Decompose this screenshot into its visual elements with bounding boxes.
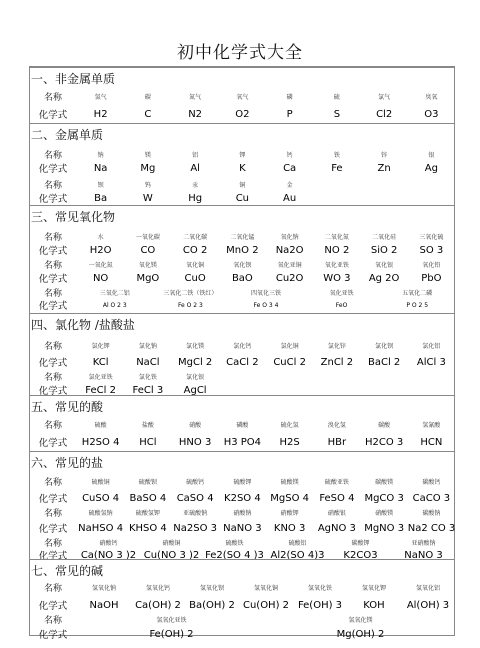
chemical-formula: WO 3 bbox=[323, 272, 351, 284]
compound-name: 银 bbox=[428, 151, 435, 159]
compound-name: 钾 bbox=[239, 151, 246, 159]
compound-name: 氯气 bbox=[378, 93, 391, 101]
row-label: 化学式 bbox=[38, 386, 68, 397]
compound-name: 铝 bbox=[192, 151, 199, 159]
chemical-formula: FeSO 4 bbox=[319, 492, 355, 504]
compound-name: 碳酸钠 bbox=[422, 509, 441, 517]
compound-name: 镁 bbox=[144, 151, 151, 159]
chemical-formula: NaHSO 4 bbox=[78, 522, 124, 534]
compound-name: 磷 bbox=[286, 93, 293, 101]
chemical-formula: FeCl 3 bbox=[132, 384, 164, 396]
compound-name: 氧化亚铜 bbox=[277, 261, 302, 269]
compound-name: 亚硝酸钠 bbox=[411, 539, 436, 547]
chemical-formula: Zn bbox=[377, 162, 391, 174]
formula-row bbox=[29, 355, 455, 369]
row-label: 名称 bbox=[43, 538, 62, 549]
row-label: 名称 bbox=[43, 232, 62, 243]
chemical-formula: Na2SO 3 bbox=[173, 522, 217, 534]
compound-name: 碳 bbox=[144, 93, 151, 101]
chemical-formula: Mg(OH) 2 bbox=[336, 628, 385, 640]
name-row bbox=[29, 89, 455, 103]
row-label: 名称 bbox=[43, 583, 62, 594]
compound-name: 碳酸钾 bbox=[351, 539, 370, 547]
name-row bbox=[29, 147, 455, 161]
compound-name: 臭氧 bbox=[425, 93, 438, 101]
chemical-formula: ZnCl 2 bbox=[320, 356, 354, 368]
compound-name: 一氧化碳 bbox=[135, 233, 160, 241]
row-label: 名称 bbox=[43, 615, 62, 626]
chemical-formula: CuCl 2 bbox=[273, 356, 306, 368]
chemical-formula: KHSO 4 bbox=[128, 522, 167, 534]
compound-name: 硫酸铜 bbox=[91, 478, 110, 486]
chemical-formula: Cu(NO 3 )2 bbox=[143, 549, 200, 561]
compound-name: 一氧化氮 bbox=[88, 261, 113, 269]
chemical-formula: Na bbox=[93, 162, 108, 174]
chemical-formula: Cu2O bbox=[275, 272, 304, 284]
chemical-formula: FeCl 2 bbox=[85, 384, 116, 396]
chemical-formula: H2 bbox=[93, 108, 108, 120]
chemical-formula: K2CO3 bbox=[343, 549, 378, 561]
row-label: 化学式 bbox=[38, 630, 68, 641]
compound-name: 硝酸钾 bbox=[280, 509, 299, 517]
compound-name: 氯化亚铁 bbox=[88, 373, 113, 381]
compound-name: 硫酸钡 bbox=[138, 478, 157, 486]
chemical-formula: Ca(NO 3 )2 bbox=[80, 549, 137, 561]
row-label: 化学式 bbox=[38, 524, 68, 535]
chemical-formula: BaSO 4 bbox=[129, 492, 167, 504]
formula-row bbox=[29, 491, 455, 505]
chemical-formula: Al(OH) 3 bbox=[406, 599, 450, 611]
formula-row bbox=[29, 191, 455, 205]
compound-name: 硝酸 bbox=[189, 421, 202, 429]
section-divider bbox=[29, 205, 455, 206]
compound-name: 盐酸 bbox=[141, 421, 154, 429]
chemical-formula: K2SO 4 bbox=[224, 492, 261, 504]
row-label: 化学式 bbox=[38, 301, 68, 312]
row-label: 化学式 bbox=[38, 601, 68, 612]
compound-name: 氢氧化亚铁 bbox=[156, 616, 187, 624]
row-label: 化学式 bbox=[38, 551, 68, 562]
chemical-formula: Hg bbox=[188, 192, 203, 204]
section-divider bbox=[29, 451, 455, 452]
compound-name: 氢氧化钠 bbox=[91, 584, 116, 592]
chemical-formula: P bbox=[286, 108, 293, 120]
chemical-formula: O3 bbox=[424, 108, 439, 120]
row-label: 名称 bbox=[43, 420, 62, 431]
chemical-formula: HBr bbox=[327, 436, 347, 448]
chemical-formula: CuSO 4 bbox=[82, 492, 120, 504]
chemical-formula: KNO 3 bbox=[273, 522, 306, 534]
chemical-formula: CuO bbox=[184, 272, 206, 284]
compound-name: 氯化铝 bbox=[422, 342, 441, 350]
compound-name: 氮气 bbox=[189, 93, 202, 101]
name-row bbox=[29, 338, 455, 352]
compound-name: 钨 bbox=[144, 181, 151, 189]
chemical-formula: Au bbox=[283, 192, 297, 204]
chemical-formula: Fe O 3 4 bbox=[253, 301, 279, 309]
chemical-formula: Ag bbox=[424, 162, 438, 174]
chemical-formula: Fe bbox=[331, 162, 343, 174]
chemical-formula: KOH bbox=[363, 599, 385, 611]
chemical-formula: CO 2 bbox=[182, 244, 208, 256]
row-label: 名称 bbox=[43, 477, 62, 488]
chemical-formula: Ca(OH) 2 bbox=[135, 599, 181, 611]
compound-name: 水 bbox=[97, 233, 104, 241]
row-label: 名称 bbox=[43, 150, 62, 161]
row-label: 化学式 bbox=[38, 194, 68, 205]
chemical-formula: PbO bbox=[421, 272, 442, 284]
formula-row bbox=[29, 107, 455, 121]
compound-name: 硫酸氢钠 bbox=[88, 509, 113, 517]
compound-name: 氢氧化钡 bbox=[199, 584, 224, 592]
chemical-formula: NaNO 3 bbox=[404, 549, 443, 561]
compound-name: 氢氧化铜 bbox=[253, 584, 278, 592]
chemical-formula: NaNO 3 bbox=[223, 522, 262, 534]
name-row bbox=[29, 229, 455, 243]
name-row bbox=[29, 612, 455, 626]
compound-name: 氧化铅 bbox=[422, 261, 441, 269]
compound-name: 锌 bbox=[381, 151, 388, 159]
chemical-formula: SO 3 bbox=[419, 244, 444, 256]
section-heading: 五、常见的酸 bbox=[31, 400, 104, 414]
chemical-formula: N2 bbox=[188, 108, 203, 120]
chemical-formula: CO bbox=[140, 244, 156, 256]
compound-name: 钠 bbox=[97, 151, 104, 159]
row-label: 名称 bbox=[43, 508, 62, 519]
compound-name: 硫化氢 bbox=[280, 421, 299, 429]
section-divider bbox=[29, 313, 455, 314]
compound-name: 二氧化氮 bbox=[324, 233, 349, 241]
chemical-formula: H3 PO4 bbox=[223, 436, 262, 448]
chemical-formula: K bbox=[239, 162, 246, 174]
compound-name: 氯化钡 bbox=[375, 342, 394, 350]
chemical-formula: O2 bbox=[235, 108, 250, 120]
row-label: 名称 bbox=[43, 180, 62, 191]
compound-name: 铁 bbox=[333, 151, 340, 159]
chemical-formula: CaSO 4 bbox=[176, 492, 214, 504]
compound-name: 硝酸钙 bbox=[99, 539, 118, 547]
row-label: 名称 bbox=[43, 372, 62, 383]
compound-name: 钡 bbox=[97, 181, 104, 189]
name-row bbox=[29, 505, 455, 519]
section-heading: 六、常见的盐 bbox=[31, 456, 104, 470]
compound-name: 氢氧化钙 bbox=[145, 584, 170, 592]
chemical-formula: Al O 2 3 bbox=[102, 301, 127, 309]
chemical-formula: Fe(OH) 2 bbox=[149, 628, 194, 640]
chemical-formula: BaO bbox=[231, 272, 253, 284]
formula-row bbox=[29, 435, 455, 449]
compound-name: 氧化亚铁 bbox=[329, 289, 354, 297]
chemical-formula: AgNO 3 bbox=[317, 522, 356, 534]
section-divider bbox=[29, 123, 455, 124]
chemical-formula: H2O bbox=[89, 244, 112, 256]
row-label: 化学式 bbox=[38, 274, 68, 285]
row-label: 化学式 bbox=[38, 110, 68, 121]
name-row bbox=[29, 369, 455, 383]
compound-name: 碳酸钙 bbox=[422, 478, 441, 486]
chemical-formula: Cu bbox=[235, 192, 250, 204]
chemical-formula: AlCl 3 bbox=[416, 356, 446, 368]
compound-name: 硫 bbox=[333, 93, 340, 101]
chemical-formula: H2SO 4 bbox=[81, 436, 120, 448]
chemical-formula: NO bbox=[92, 272, 109, 284]
formula-row bbox=[29, 271, 455, 285]
chemical-formula: MgCl 2 bbox=[177, 356, 213, 368]
compound-name: 氯化银 bbox=[186, 373, 205, 381]
compound-name: 硫酸 bbox=[94, 421, 107, 429]
row-label: 化学式 bbox=[38, 164, 68, 175]
row-label: 名称 bbox=[43, 288, 62, 299]
row-label: 化学式 bbox=[38, 358, 68, 369]
formula-row bbox=[29, 627, 455, 641]
compound-name: 氯化锌 bbox=[327, 342, 346, 350]
compound-name: 硝酸铜 bbox=[162, 539, 181, 547]
compound-name: 氧气 bbox=[236, 93, 249, 101]
name-row bbox=[29, 177, 455, 191]
compound-name: 溴化氢 bbox=[327, 421, 346, 429]
section-divider bbox=[29, 559, 455, 560]
chemical-formula: CaCl 2 bbox=[226, 356, 259, 368]
section-divider bbox=[29, 395, 455, 396]
compound-name: 氯化钙 bbox=[233, 342, 252, 350]
formula-row bbox=[29, 521, 455, 535]
chemical-formula: MgSO 4 bbox=[270, 492, 309, 504]
compound-name: 硫酸铝 bbox=[288, 539, 307, 547]
chemical-formula: P O 2 5 bbox=[406, 301, 429, 309]
compound-name: 氢气 bbox=[94, 93, 107, 101]
chemical-formula: W bbox=[142, 192, 153, 204]
compound-name: 亚硫酸钠 bbox=[183, 509, 208, 517]
section-heading: 七、常见的碱 bbox=[31, 564, 104, 578]
chemical-formula: Na2O bbox=[275, 244, 304, 256]
name-row bbox=[29, 474, 455, 488]
section-heading: 四、氯化物 /盐酸盐 bbox=[31, 318, 135, 332]
compound-name: 五氧化二磷 bbox=[402, 289, 433, 297]
compound-name: 氢氧化铁 bbox=[307, 584, 332, 592]
section-heading: 一、非金属单质 bbox=[31, 72, 116, 86]
compound-name: 硝酸镁 bbox=[375, 509, 394, 517]
row-label: 化学式 bbox=[38, 438, 68, 449]
compound-name: 氯化铁 bbox=[138, 373, 157, 381]
section-heading: 二、金属单质 bbox=[31, 128, 104, 142]
name-row bbox=[29, 285, 455, 299]
compound-name: 碳酸镁 bbox=[375, 478, 394, 486]
name-row bbox=[29, 535, 455, 549]
chemical-formula: HCl bbox=[139, 436, 157, 448]
compound-name: 氢氰酸 bbox=[422, 421, 441, 429]
formula-row bbox=[29, 598, 455, 612]
compound-name: 硫酸钙 bbox=[186, 478, 205, 486]
chemical-formula: S bbox=[333, 108, 341, 120]
chemical-formula: MgNO 3 bbox=[364, 522, 405, 534]
chemical-formula: Na2 CO 3 bbox=[407, 522, 455, 534]
chemical-formula: Ba bbox=[94, 192, 108, 204]
chemical-formula: SiO 2 bbox=[370, 244, 398, 256]
section-heading: 三、常见氧化物 bbox=[31, 210, 116, 224]
compound-name: 氧化亚铁 bbox=[324, 261, 349, 269]
chemical-formula: Ba(OH) 2 bbox=[189, 599, 235, 611]
compound-name: 氧化镁 bbox=[138, 261, 157, 269]
compound-name: 汞 bbox=[192, 181, 199, 189]
chemical-formula: H2CO 3 bbox=[364, 436, 404, 448]
formula-row bbox=[29, 161, 455, 175]
compound-name: 氯化钾 bbox=[91, 342, 110, 350]
compound-name: 三氧化二铁（铁红） bbox=[163, 289, 218, 297]
chemical-formula: FeO bbox=[335, 301, 348, 309]
compound-name: 氧化银 bbox=[375, 261, 394, 269]
compound-name: 硫酸亚铁 bbox=[324, 478, 349, 486]
compound-name: 硫酸氢钾 bbox=[135, 509, 160, 517]
chemical-formula: AgCl bbox=[183, 384, 207, 396]
compound-name: 氧化钡 bbox=[233, 261, 252, 269]
row-label: 化学式 bbox=[38, 246, 68, 257]
chemical-formula: MgCO 3 bbox=[364, 492, 404, 504]
compound-name: 氯化铜 bbox=[280, 342, 299, 350]
compound-name: 二氧化碳 bbox=[183, 233, 208, 241]
compound-name: 氯化镁 bbox=[186, 342, 205, 350]
compound-name: 硫酸铁 bbox=[225, 539, 244, 547]
row-label: 名称 bbox=[43, 341, 62, 352]
chemical-formula: NaCl bbox=[136, 356, 160, 368]
chemical-formula: Fe2(SO 4 )3 bbox=[205, 549, 264, 561]
row-label: 名称 bbox=[43, 260, 62, 271]
formula-row bbox=[29, 243, 455, 257]
formula-row bbox=[29, 298, 455, 312]
compound-name: 硝酸银 bbox=[327, 509, 346, 517]
compound-name: 四氧化三铁 bbox=[250, 289, 281, 297]
chemical-formula: MgO bbox=[136, 272, 160, 284]
chemical-formula: Fe O 2 3 bbox=[177, 301, 203, 309]
name-row bbox=[29, 417, 455, 431]
chemical-formula: HCN bbox=[420, 436, 443, 448]
chemical-formula: KCl bbox=[92, 356, 109, 368]
compound-name: 氧化钠 bbox=[280, 233, 299, 241]
row-label: 名称 bbox=[43, 92, 62, 103]
compound-name: 钙 bbox=[286, 151, 293, 159]
chemical-formula: Fe(OH) 3 bbox=[297, 599, 343, 611]
compound-name: 二氧化硅 bbox=[372, 233, 397, 241]
compound-name: 氧化铜 bbox=[186, 261, 205, 269]
chemical-formula: NaOH bbox=[89, 599, 119, 611]
compound-name: 金 bbox=[286, 181, 293, 189]
compound-name: 二氧化锰 bbox=[230, 233, 255, 241]
chemical-formula: HNO 3 bbox=[178, 436, 212, 448]
row-label: 化学式 bbox=[38, 494, 68, 505]
chemical-formula: Ca bbox=[283, 162, 297, 174]
section-divider bbox=[29, 67, 455, 68]
chemical-formula: Cl2 bbox=[376, 108, 393, 120]
compound-name: 氢氧化钾 bbox=[361, 584, 386, 592]
chemical-formula: H2S bbox=[279, 436, 300, 448]
chemical-formula: CaCO 3 bbox=[412, 492, 451, 504]
chemical-formula: C bbox=[144, 108, 152, 120]
compound-name: 氢氧化镁 bbox=[348, 616, 373, 624]
compound-name: 硫酸钾 bbox=[233, 478, 252, 486]
compound-name: 硝酸钠 bbox=[233, 509, 252, 517]
compound-name: 磷酸 bbox=[236, 421, 249, 429]
compound-name: 三氧化硫 bbox=[419, 233, 444, 241]
chemical-formula: BaCl 2 bbox=[367, 356, 401, 368]
chemical-formula: Al2(SO 4)3 bbox=[270, 549, 325, 561]
chemical-formula: Mg bbox=[140, 162, 156, 174]
chemical-formula: Ag 2O bbox=[368, 272, 400, 284]
name-row bbox=[29, 257, 455, 271]
chemical-formula: MnO 2 bbox=[226, 244, 259, 256]
compound-name: 硫酸镁 bbox=[280, 478, 299, 486]
name-row bbox=[29, 580, 455, 594]
compound-name: 三氧化二铝 bbox=[99, 289, 130, 297]
compound-name: 铜 bbox=[239, 181, 246, 189]
compound-name: 氯化钠 bbox=[138, 342, 157, 350]
chemical-formula: Al bbox=[190, 162, 200, 174]
compound-name: 碳酸 bbox=[378, 421, 391, 429]
page-title: 初中化学式大全 bbox=[177, 43, 303, 63]
chemical-formula: NO 2 bbox=[324, 244, 350, 256]
compound-name: 氢氧化铝 bbox=[415, 584, 440, 592]
chemical-formula: Cu(OH) 2 bbox=[242, 599, 290, 611]
